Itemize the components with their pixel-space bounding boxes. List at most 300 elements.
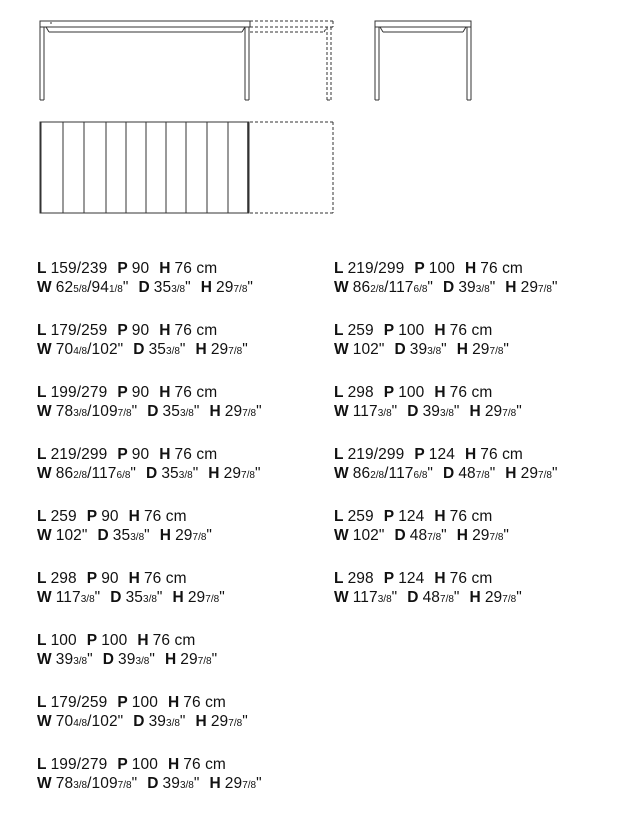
number: 39 (458, 279, 476, 296)
dimension-key: P (117, 694, 128, 711)
number: 78 (55, 403, 74, 420)
fraction: 4/8 (73, 346, 88, 357)
fraction: 3/8 (377, 408, 392, 419)
imperial-line (334, 402, 568, 423)
fraction: 7/8 (228, 346, 243, 357)
dimension-key: W (37, 527, 52, 544)
dimension-value: 76 cm (449, 384, 493, 401)
dimension-value (118, 651, 155, 668)
dimension-value: 76 cm (480, 446, 523, 463)
imperial-line (334, 588, 568, 609)
dimension-spec (334, 569, 568, 631)
number: 62 (55, 279, 74, 296)
fraction: 3/8 (475, 284, 490, 295)
number: " (441, 527, 447, 544)
number: " (206, 527, 213, 544)
dimension-value (56, 465, 136, 482)
front-view-drawing (40, 21, 250, 100)
table-technical-drawings (0, 0, 627, 230)
dimension-key: W (37, 713, 52, 730)
number: 29 (187, 589, 206, 606)
metric-line (334, 507, 568, 526)
dimension-key: P (383, 322, 395, 339)
fraction: 3/8 (73, 780, 88, 791)
dimension-key: H (159, 322, 171, 339)
fraction: 7/8 (427, 532, 442, 543)
dimension-value (485, 589, 522, 606)
fraction: 3/8 (130, 532, 145, 543)
dimension-key: W (37, 279, 52, 296)
spec-list-left (37, 259, 272, 817)
dimension-key: H (434, 570, 446, 587)
metric-line (334, 321, 568, 340)
fraction: 3/8 (427, 346, 442, 357)
dimension-value (113, 527, 150, 544)
dimension-key: L (37, 322, 47, 339)
imperial-line (37, 464, 272, 485)
imperial-line (334, 278, 568, 299)
metric-line (37, 445, 272, 464)
metric-line (37, 321, 272, 340)
dimension-key: D (394, 527, 406, 544)
dimension-value: 219/299 (347, 260, 405, 277)
number: " (427, 465, 434, 482)
dimension-value: 219/299 (347, 446, 405, 463)
dimension-key: H (167, 756, 180, 773)
number: 117 (55, 589, 81, 606)
dimension-key: H (434, 322, 446, 339)
imperial-line (37, 712, 272, 733)
fraction: 3/8 (171, 284, 186, 295)
number: " (122, 279, 129, 296)
number: 117 (352, 589, 378, 606)
number: " (516, 589, 522, 606)
number: 35 (161, 465, 179, 482)
number: 29 (180, 651, 198, 668)
dimension-key: H (195, 341, 207, 358)
number: 48 (422, 589, 441, 606)
fraction: 4/8 (73, 718, 88, 729)
dimension-spec (334, 321, 568, 383)
dimension-value: 76 cm (174, 446, 218, 463)
imperial-line (37, 774, 272, 795)
dimension-value (56, 341, 124, 358)
dimension-value: 298 (347, 384, 374, 401)
dimension-key: W (37, 589, 52, 606)
fraction: 7/8 (242, 780, 257, 791)
dimension-value (149, 341, 186, 358)
fraction: 7/8 (502, 594, 517, 605)
number: " (185, 279, 191, 296)
dimension-key: L (334, 446, 344, 463)
dimension-value (458, 279, 495, 296)
dimension-key: P (383, 508, 395, 525)
number: " (193, 775, 200, 792)
dimension-value: 100 (131, 756, 158, 773)
fraction: 7/8 (241, 470, 255, 481)
number: 29 (484, 403, 503, 420)
dimension-value: 90 (131, 322, 150, 339)
number: 29 (224, 775, 243, 792)
number: " (427, 279, 434, 296)
number: 29 (472, 527, 490, 544)
dimension-value: 100 (398, 384, 425, 401)
dimension-key: D (443, 465, 455, 482)
dimension-value (353, 279, 433, 296)
number: " (193, 403, 200, 420)
dimension-key: H (505, 465, 517, 482)
number: " (242, 341, 248, 358)
fraction: 7/8 (192, 532, 207, 543)
number: " (156, 589, 163, 606)
number: " (551, 279, 558, 296)
dimension-value: 76 cm (143, 508, 187, 525)
number: 29 (520, 465, 539, 482)
dimension-key: P (117, 322, 128, 339)
dimension-key: L (37, 694, 47, 711)
fraction: 7/8 (538, 470, 552, 481)
dimension-key: H (208, 465, 220, 482)
dimension-spec (334, 507, 568, 569)
dimension-value (472, 341, 509, 358)
fraction: 7/8 (197, 656, 212, 667)
imperial-line (37, 278, 272, 299)
dimension-key: D (97, 527, 109, 544)
number: 29 (224, 403, 243, 420)
metric-line (37, 693, 272, 712)
dimension-value: 76 cm (449, 322, 493, 339)
dimension-spec (37, 259, 272, 321)
dimension-key: D (110, 589, 122, 606)
dimension-key: L (334, 384, 344, 401)
dimension-value (126, 589, 163, 606)
dimension-key: W (37, 341, 52, 358)
number: " (87, 651, 93, 668)
dimension-key: W (37, 465, 52, 482)
dimension-key: D (133, 713, 145, 730)
number: " (391, 403, 398, 420)
fraction: 7/8 (242, 408, 257, 419)
dimension-value (410, 527, 447, 544)
dimension-value: 76 cm (449, 508, 493, 525)
dimension-value: 100 (131, 694, 158, 711)
dimension-value: 159/239 (50, 260, 108, 277)
dimension-value: 199/279 (50, 384, 108, 401)
number: 39 (55, 651, 74, 668)
metric-line (334, 569, 568, 588)
dimension-key: L (334, 322, 344, 339)
fraction: 7/8 (117, 780, 132, 791)
dimension-value (423, 403, 460, 420)
imperial-line (37, 588, 272, 609)
dimension-value: 76 cm (174, 260, 218, 277)
dimension-key: H (209, 403, 221, 420)
fraction: 5/8 (73, 284, 88, 295)
fraction: 7/8 (475, 470, 490, 481)
number: 86 (352, 465, 371, 482)
dimension-key: L (37, 632, 47, 649)
dimension-key: L (334, 260, 344, 277)
dimension-value: 76 cm (174, 384, 218, 401)
number: 48 (409, 527, 428, 544)
dimension-key: H (159, 527, 172, 544)
dimension-spec (37, 755, 272, 817)
dimension-key: D (407, 403, 419, 420)
dimension-key: H (167, 694, 180, 711)
dimension-value (154, 279, 191, 296)
number: 102" (55, 527, 88, 544)
number: 39 (148, 713, 167, 730)
dimension-key: P (414, 260, 425, 277)
number: " (242, 713, 248, 730)
fraction: 6/8 (413, 284, 428, 295)
dimension-value (353, 527, 385, 544)
number: " (211, 651, 218, 668)
number: 78 (55, 775, 74, 792)
dimension-value (56, 589, 101, 606)
dimension-key: P (86, 508, 98, 525)
dimension-key: D (147, 775, 159, 792)
number: 86 (55, 465, 74, 482)
dimension-key: W (37, 651, 52, 668)
dimension-value: 90 (131, 260, 150, 277)
number: " (551, 465, 558, 482)
fraction: 3/8 (179, 780, 194, 791)
fraction: 3/8 (143, 594, 157, 605)
dimension-key: H (137, 632, 149, 649)
dimension-value (521, 279, 558, 296)
dimension-key: D (133, 341, 145, 358)
number: 29 (520, 279, 539, 296)
dimension-spec (334, 383, 568, 445)
dimension-value: 100 (398, 322, 425, 339)
dimension-key: D (407, 589, 419, 606)
imperial-line (334, 526, 568, 547)
dimension-key: D (102, 651, 114, 668)
number: 29 (472, 341, 490, 358)
number: 35 (148, 341, 167, 358)
number: /109 (87, 403, 118, 420)
front-view-extension (250, 21, 333, 100)
fraction: 3/8 (80, 594, 95, 605)
dimension-key: H (195, 713, 207, 730)
dimension-value (458, 465, 495, 482)
fraction: 6/8 (413, 470, 428, 481)
dimension-spec (37, 693, 272, 755)
dimension-key: L (37, 260, 47, 277)
dimension-key: P (414, 446, 425, 463)
dimension-key: H (200, 279, 213, 296)
dimension-key: P (86, 632, 98, 649)
dimension-key: H (505, 279, 517, 296)
dimension-value: 76 cm (480, 260, 523, 277)
number: " (94, 589, 101, 606)
dimension-key: H (209, 775, 221, 792)
dimension-spec (37, 383, 272, 445)
dimension-value: 298 (50, 570, 77, 587)
number: /109 (87, 775, 118, 792)
dimension-value: 76 cm (174, 322, 218, 339)
dimension-value (225, 403, 262, 420)
fraction: 7/8 (228, 718, 243, 729)
dimension-value (188, 589, 225, 606)
dimension-key: H (164, 651, 177, 668)
dimension-value (149, 713, 186, 730)
fraction: 7/8 (440, 594, 454, 605)
fraction: 7/8 (489, 346, 504, 357)
dimension-key: P (383, 570, 395, 587)
dimension-key: H (464, 446, 477, 463)
dimension-key: P (117, 446, 128, 463)
dimension-spec (37, 569, 272, 631)
imperial-line (37, 526, 272, 547)
dimension-spec (334, 259, 568, 321)
fraction: 7/8 (489, 532, 504, 543)
dimension-value: 219/299 (50, 446, 108, 463)
dimension-spec (37, 507, 272, 569)
number: " (453, 589, 460, 606)
dimension-value: 76 cm (183, 694, 226, 711)
number: " (391, 589, 398, 606)
dimension-value (162, 775, 199, 792)
number: " (516, 403, 522, 420)
number: " (219, 589, 225, 606)
dimension-key: L (334, 508, 344, 525)
fraction: 7/8 (205, 594, 220, 605)
dimension-spec (334, 445, 568, 507)
dimension-spec (37, 631, 272, 693)
number: " (453, 403, 460, 420)
number: /102" (87, 713, 124, 730)
fraction: 7/8 (502, 408, 517, 419)
dimension-key: H (159, 446, 171, 463)
dimension-key: W (37, 403, 52, 420)
fraction: 3/8 (440, 408, 454, 419)
dimension-key: D (147, 403, 159, 420)
side-view-drawing (375, 21, 471, 100)
dimension-key: D (138, 279, 150, 296)
dimension-key: P (86, 570, 98, 587)
number: 102" (352, 527, 385, 544)
number: 48 (458, 465, 476, 482)
dimension-key: H (434, 508, 446, 525)
spec-list-right (334, 259, 568, 631)
dimension-key: L (37, 384, 47, 401)
dimension-key: P (117, 756, 128, 773)
dimension-value (56, 279, 129, 296)
dimension-key: L (37, 446, 47, 463)
dimension-value: 259 (50, 508, 77, 525)
dimension-value: 179/259 (50, 322, 108, 339)
plan-view-extension (250, 122, 333, 213)
dimension-key: P (117, 260, 128, 277)
number: 29 (216, 279, 234, 296)
dimension-value (175, 527, 212, 544)
number: 29 (210, 713, 229, 730)
number: " (503, 341, 510, 358)
dimension-value (180, 651, 217, 668)
number: " (489, 279, 496, 296)
dimension-value: 179/259 (50, 694, 108, 711)
dimension-key: H (159, 260, 171, 277)
fraction: 3/8 (166, 718, 180, 729)
dimension-key: H (469, 589, 481, 606)
dimension-value: 90 (101, 508, 119, 525)
fraction: 3/8 (135, 656, 150, 667)
metric-line (37, 569, 272, 588)
dimension-value (56, 713, 124, 730)
dimension-value (162, 403, 199, 420)
number: 102" (352, 341, 385, 358)
dimension-key: W (37, 775, 52, 792)
number: 117 (352, 403, 378, 420)
fraction: 3/8 (73, 408, 88, 419)
dimension-key: L (334, 570, 344, 587)
dimension-value (56, 403, 137, 420)
dimension-key: H (159, 384, 171, 401)
metric-line (37, 383, 272, 402)
number: " (489, 465, 496, 482)
dimension-value: 259 (347, 322, 374, 339)
fraction: 3/8 (377, 594, 392, 605)
plan-view-drawing (40, 122, 249, 213)
imperial-line (37, 650, 272, 671)
dimension-key: P (117, 384, 128, 401)
dimension-key: L (37, 756, 47, 773)
number: " (130, 465, 137, 482)
dimension-key: H (434, 384, 446, 401)
number: /94 (87, 279, 109, 296)
metric-line (37, 755, 272, 774)
dimension-value (161, 465, 198, 482)
dimension-value: 90 (131, 446, 150, 463)
number: /117 (384, 279, 414, 296)
metric-line (334, 445, 568, 464)
number: 35 (112, 527, 131, 544)
number: 29 (484, 589, 503, 606)
dimension-key: W (334, 465, 349, 482)
fraction: 2/8 (370, 470, 385, 481)
dimension-value: 298 (347, 570, 374, 587)
dimension-key: H (128, 570, 140, 587)
dimension-key: D (394, 341, 406, 358)
fraction: 1/8 (108, 284, 123, 295)
dimension-value (353, 589, 398, 606)
number: 35 (125, 589, 144, 606)
dimension-spec (37, 321, 272, 383)
dimension-value: 259 (347, 508, 374, 525)
number: " (131, 403, 138, 420)
number: " (256, 775, 262, 792)
dimension-value (472, 527, 509, 544)
dimension-key: H (128, 508, 140, 525)
dimension-value: 199/279 (50, 756, 108, 773)
dimension-key: H (464, 260, 477, 277)
dimension-value: 76 cm (449, 570, 493, 587)
imperial-line (37, 402, 272, 423)
dimension-value (56, 527, 88, 544)
dimension-value: 100 (50, 632, 77, 649)
dimension-key: H (456, 527, 469, 544)
dimension-key: D (443, 279, 455, 296)
number: 70 (55, 341, 74, 358)
dimension-key: H (469, 403, 481, 420)
fraction: 3/8 (178, 470, 193, 481)
dimension-key: W (334, 589, 349, 606)
dimension-key: P (383, 384, 395, 401)
dimension-key: L (37, 508, 47, 525)
number: /117 (87, 465, 117, 482)
